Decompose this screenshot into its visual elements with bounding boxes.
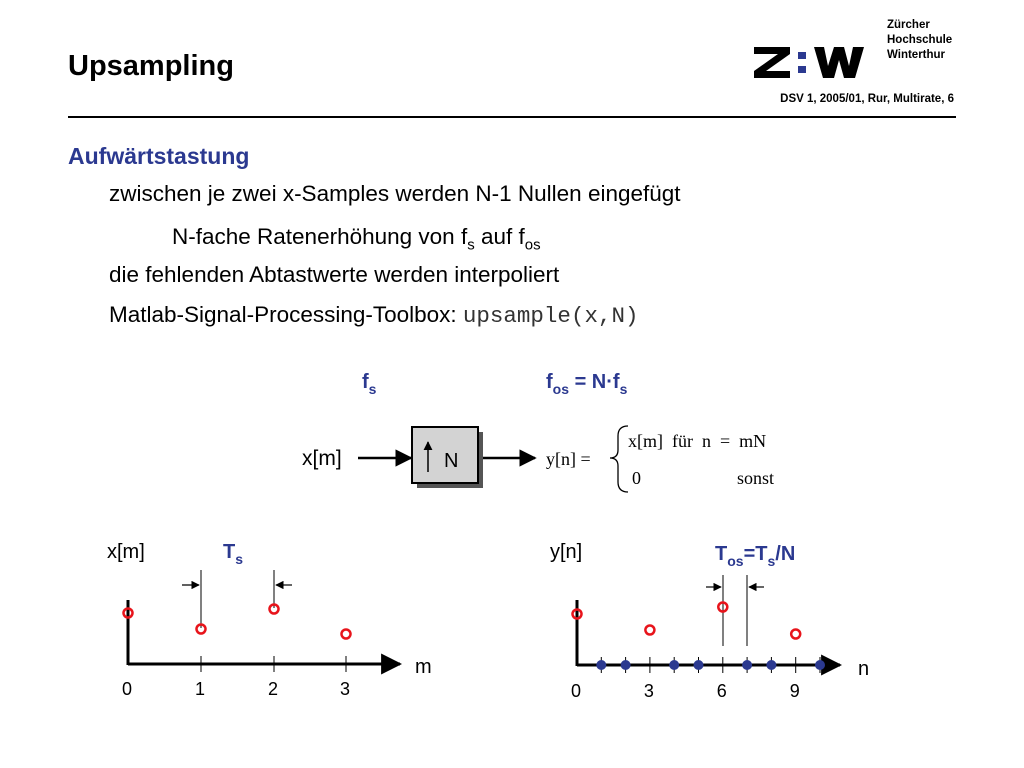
text: Matlab-Signal-Processing-Toolbox: — [109, 302, 463, 327]
x-tick-label: 0 — [122, 679, 133, 699]
header-rule — [68, 116, 956, 118]
zhw-logo — [752, 44, 872, 80]
x-tick-label: 3 — [643, 681, 654, 701]
x-tick-label: 6 — [716, 681, 727, 701]
rate-out-label: $f_{os} = N\cdot f_s$ — [546, 371, 628, 397]
bullet-line-4 — [109, 302, 638, 329]
zero-sample-marker — [766, 660, 776, 670]
period-label: $T_{os}=T_s/N$ — [715, 543, 796, 569]
equation-case-2-value: 0 — [632, 468, 641, 488]
logo-line: Zürcher — [887, 19, 930, 31]
input-signal-label: x[m] — [302, 447, 342, 470]
zero-sample-marker — [815, 660, 825, 670]
zero-sample-marker — [742, 660, 752, 670]
text: N-fache Ratenerhöhung von f — [172, 224, 468, 249]
x-tick-label: 9 — [789, 681, 800, 701]
sample-marker — [342, 630, 351, 639]
sample-marker — [791, 630, 800, 639]
text: auf f — [474, 224, 525, 249]
x-tick-label: 3 — [340, 679, 351, 699]
equation-lhs: y[n] = — [546, 449, 591, 469]
period-label: $T_s$ — [223, 541, 244, 567]
logo-text — [887, 18, 952, 63]
x-axis-label: m — [415, 656, 432, 678]
zero-sample-marker — [621, 660, 631, 670]
y-axis-label: y[n] — [550, 541, 583, 563]
upsampler-factor: N — [444, 450, 459, 472]
samples — [124, 605, 351, 639]
zero-sample-marker — [596, 660, 606, 670]
right-stem-plot — [540, 530, 900, 705]
x-axis-label: n — [858, 658, 870, 680]
page-title: Upsampling — [68, 50, 234, 82]
code-snippet: upsample(x,N) — [462, 303, 639, 329]
left-stem-plot — [95, 530, 455, 705]
x-tick-label: 1 — [195, 679, 206, 699]
ticks — [122, 656, 350, 699]
x-tick-label: 2 — [268, 679, 279, 699]
zero-sample-marker — [694, 660, 704, 670]
equation-case-1: x[m] für n = mN — [628, 431, 767, 451]
subscript: s — [467, 236, 475, 254]
subscript: os — [524, 236, 541, 254]
section-heading: Aufwärtstastung — [68, 143, 250, 169]
period-markers — [706, 575, 764, 646]
sample-marker — [645, 626, 654, 635]
slide-reference: DSV 1, 2005/01, Rur, Multirate, 6 — [780, 93, 954, 105]
bullet-line-2 — [172, 224, 541, 254]
period-markers — [182, 570, 292, 628]
bullet-line-1: zwischen je zwei x-Samples werden N-1 Nullen eingefügt — [109, 181, 681, 206]
x-tick-label: 0 — [571, 681, 582, 701]
brace-icon — [610, 426, 628, 492]
zero-sample-marker — [669, 660, 679, 670]
logo-line: Hochschule — [887, 34, 953, 46]
equation-case-2-cond: sonst — [737, 468, 775, 488]
bullet-line-3: die fehlenden Abtastwerte werden interpoliert — [109, 262, 560, 287]
logo-line: Winterthur — [887, 49, 946, 61]
y-axis-label: x[m] — [107, 541, 145, 563]
rate-in-label: $f_s$ — [362, 371, 377, 397]
block-diagram — [0, 360, 1024, 510]
